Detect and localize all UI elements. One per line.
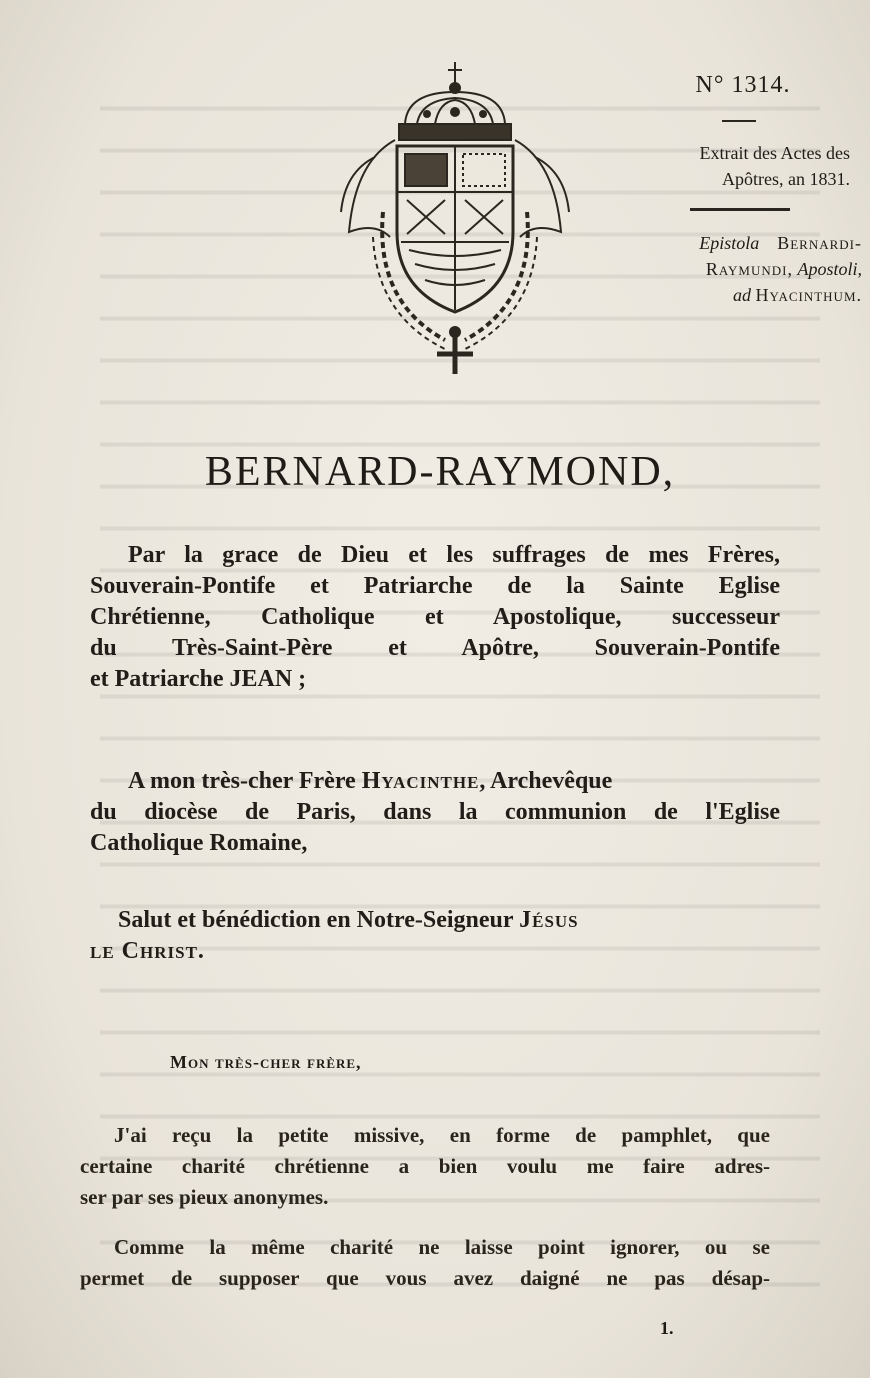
page-title: BERNARD-RAYMOND,	[204, 449, 676, 495]
epistola-word: Epistola	[699, 233, 760, 253]
paragraph-1	[80, 1120, 770, 1213]
text-line: le Christ.	[90, 938, 205, 964]
extract-line: Extrait des Actes des	[699, 143, 850, 163]
text-line: du diocèse de Paris, dans la communion de l'Eglise	[90, 799, 780, 825]
divider	[690, 208, 790, 211]
epistola-name: Hyacinthum.	[755, 285, 862, 305]
epistola-line	[600, 256, 862, 282]
epistola-name: Raymundi,	[705, 259, 793, 279]
epistola-name: Bernardi-	[777, 233, 862, 253]
text-fragment: Salut et bénédiction en Notre-Seigneur	[118, 907, 514, 933]
papal-coat-of-arms-icon	[335, 62, 575, 380]
text-line: permet de supposer que vous avez daigné ne pas désap-	[80, 1266, 770, 1290]
text-line: du Très-Saint-Père et Apôtre, Souverain-Pontife	[90, 635, 780, 661]
text-line: Chrétienne, Catholique et Apostolique, successeur	[90, 604, 780, 630]
greeting-block	[90, 905, 780, 967]
epistola-note	[600, 230, 862, 308]
text-line: certaine charité chrétienne a bien voulu me faire adres-	[80, 1154, 770, 1178]
epistola-word: ad	[733, 285, 751, 305]
epistola-word: Apostoli,	[797, 259, 862, 279]
document-number: N° 1314.	[695, 72, 791, 98]
name-fragment: Jésus	[519, 907, 579, 933]
text-line	[90, 905, 780, 936]
salutation: Mon très-cher frère,	[170, 1052, 362, 1072]
text-line: Comme la même charité ne laisse point ignorer, ou se	[114, 1235, 770, 1259]
text-line: Par la grace de Dieu et les suffrages de mes Frères,	[128, 542, 780, 568]
extract-line: Apôtres, an 1831.	[722, 169, 850, 189]
epistola-line	[600, 282, 862, 308]
divider	[722, 120, 756, 122]
title-block	[90, 540, 780, 695]
epistola-line	[600, 230, 862, 256]
paragraph-2	[80, 1232, 770, 1294]
name-fragment: Hyacinthe	[361, 768, 480, 794]
page-number: 1.	[660, 1318, 674, 1338]
text-line: et Patriarche JEAN ;	[90, 666, 307, 692]
extract-note	[620, 140, 850, 192]
text-fragment: , Archevêque	[479, 768, 613, 794]
text-fragment: A mon très-cher Frère	[128, 768, 356, 794]
text-line: ser par ses pieux anonymes.	[80, 1185, 329, 1209]
address-block	[90, 766, 780, 859]
text-line: Souverain-Pontife et Patriarche de la Sainte Eglise	[90, 573, 780, 599]
text-line: Catholique Romaine,	[90, 830, 308, 856]
text-line: J'ai reçu la petite missive, en forme de pamphlet, que	[114, 1123, 770, 1147]
text-line	[90, 766, 780, 797]
